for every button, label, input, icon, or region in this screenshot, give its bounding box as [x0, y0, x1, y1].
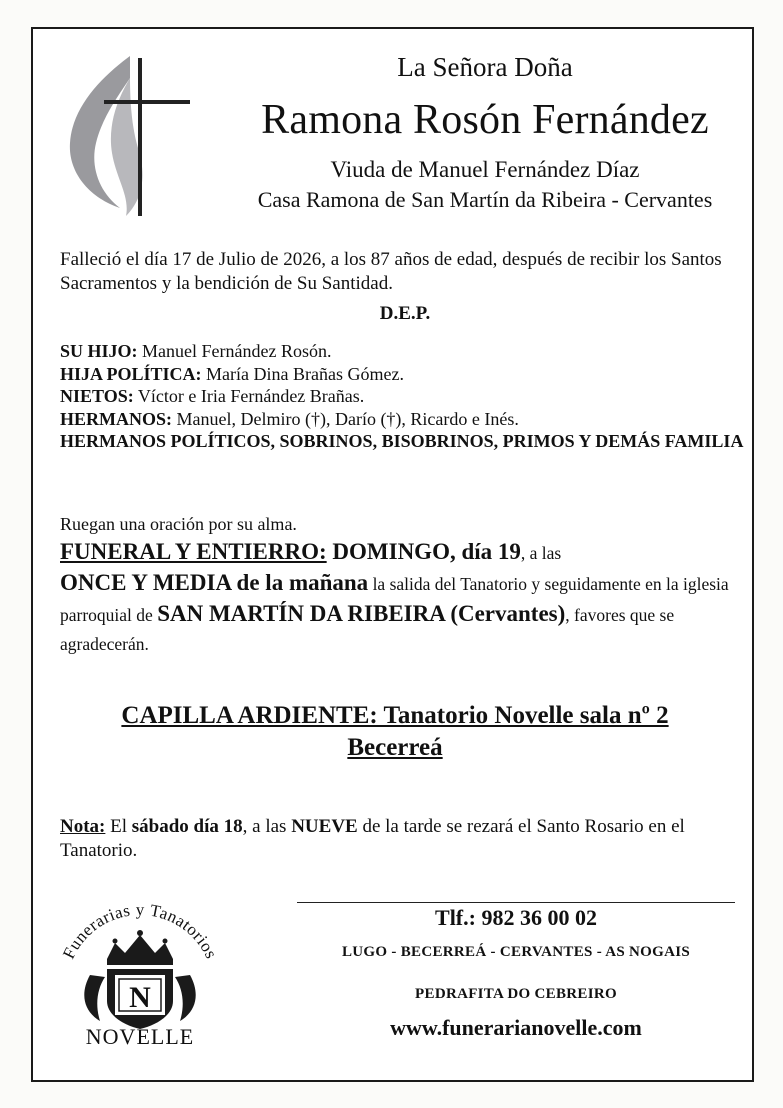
- funeral-church: SAN MARTÍN DA RIBEIRA (Cervantes): [157, 601, 566, 626]
- family-daughter-in-law-value: María Dina Brañas Gómez.: [201, 363, 404, 384]
- logo-brand: NOVELLE: [85, 1024, 195, 1049]
- city-pedrafita: PEDRAFITA DO CEBREIRO: [415, 986, 617, 1002]
- death-notice: Falleció el día 17 de Julio de 2026, a los 87 años de edad, después de recibir los Santos Sacramentos y la bendición de Su Santidad.: [60, 249, 722, 294]
- funeral-text-1: , a las: [520, 543, 562, 563]
- family-son-label: SU HIJO:: [60, 341, 138, 361]
- capilla-line-1: CAPILLA ARDIENTE: Tanatorio Novelle sala nº 2: [121, 702, 669, 729]
- website-link[interactable]: www.funerarianovelle.com: [390, 1015, 642, 1040]
- house-name: Casa Ramona de San Martín da Ribeira - Cervantes: [257, 187, 713, 212]
- family-grandchildren: [60, 385, 750, 408]
- funeral-day: DOMINGO, día 19: [326, 539, 521, 564]
- family-siblings-label: HERMANOS:: [60, 408, 172, 429]
- funeral-details: [60, 537, 750, 659]
- prayer-request: Ruegan una oración por su alma.: [60, 514, 297, 534]
- family-siblings-value: Manuel, Delmiro (†), Darío (†), Ricardo e Inés.: [172, 408, 519, 429]
- nota-text-3: de la tarde se rezará el Santo Rosario en el Tanatorio.: [60, 816, 685, 861]
- family-siblings: [60, 408, 750, 431]
- capilla-line-2: Becerreá: [347, 734, 443, 761]
- laurel-left-icon: [84, 975, 105, 1021]
- cross-flame-icon: [60, 48, 200, 223]
- funeral-label: FUNERAL Y ENTIERRO:: [60, 539, 327, 564]
- logo-arc-text: Funerarias y Tanatorios: [58, 899, 222, 962]
- nota-day: sábado día 18: [131, 816, 243, 837]
- capilla-ardiente: [40, 700, 750, 764]
- family-others: [60, 430, 750, 453]
- logo-initial: N: [129, 981, 151, 1014]
- deceased-name: Ramona Rosón Fernández: [261, 97, 709, 143]
- nota-label: Nota:: [60, 816, 106, 837]
- family-others-text: HERMANOS POLÍTICOS, SOBRINOS, BISOBRINOS, PRIMOS Y DEMÁS FAMILIA: [60, 431, 744, 451]
- funeral-text-2: la salida del Tanatorio y seguidamente en la iglesia parroquial de: [60, 574, 729, 625]
- crown-icon: [107, 935, 173, 959]
- nota: [60, 815, 750, 863]
- family-son-value: Manuel Fernández Rosón.: [137, 341, 332, 361]
- honorific: La Señora Doña: [397, 52, 573, 82]
- family-list: [60, 340, 750, 453]
- funeral-time: ONCE Y MEDIA de la mañana: [60, 570, 369, 595]
- laurel-right-icon: [175, 975, 196, 1021]
- family-son: [60, 340, 750, 363]
- footer-divider: [297, 902, 735, 903]
- family-grandchildren-value: Víctor e Iria Fernández Brañas.: [133, 386, 365, 406]
- cities: LUGO - BECERREÁ - CERVANTES - AS NOGAIS: [341, 944, 691, 960]
- nota-time: NUEVE: [291, 816, 358, 837]
- dep: D.E.P.: [379, 303, 431, 324]
- family-grandchildren-label: NIETOS:: [60, 386, 134, 406]
- family-daughter-in-law-label: HIJA POLÍTICA:: [60, 363, 202, 384]
- nota-text-1: El: [105, 816, 132, 837]
- funeral-text-3: , favores que se agradecerán.: [60, 605, 675, 654]
- family-daughter-in-law: [60, 363, 750, 386]
- nota-text-2: , a las: [242, 816, 292, 837]
- phone: Tlf.: 982 36 00 02: [435, 905, 597, 930]
- widow-of: Viuda de Manuel Fernández Díaz: [330, 157, 640, 182]
